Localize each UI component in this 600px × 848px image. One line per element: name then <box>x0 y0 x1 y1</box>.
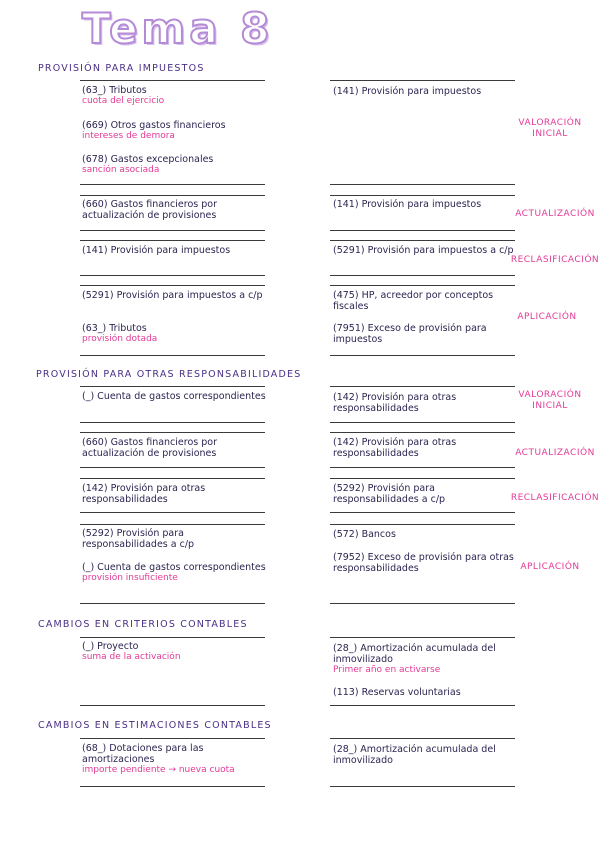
journal-rule <box>330 478 515 479</box>
entry-note: sanción asociada <box>82 165 160 175</box>
journal-rule <box>330 705 515 706</box>
account-code: (5292) Provisión para responsabilidades a c/p <box>82 528 195 550</box>
credit-entry <box>333 245 518 256</box>
journal-rule <box>330 386 515 387</box>
debit-entry <box>82 437 267 459</box>
account-code: (_) Proyecto <box>82 641 139 652</box>
journal-rule <box>330 285 515 286</box>
debit-entry <box>82 323 267 344</box>
journal-rule <box>330 195 515 196</box>
journal-rule <box>330 786 515 787</box>
debit-entry <box>82 245 267 256</box>
account-code: (5291) Provisión para impuestos a c/p <box>333 245 514 256</box>
journal-rule <box>330 432 515 433</box>
journal-rule <box>80 524 265 525</box>
entry-note: cuota del ejercicio <box>82 96 165 106</box>
section-heading: PROVISIÓN PARA IMPUESTOS <box>38 63 205 74</box>
account-code: (660) Gastos financieros por actualización de provisiones <box>82 437 217 459</box>
account-code: (113) Reservas voluntarias <box>333 687 461 698</box>
journal-rule <box>330 184 515 185</box>
account-code: (141) Provisión para impuestos <box>333 86 482 97</box>
entry-note: importe pendiente → nueva cuota <box>82 765 235 775</box>
journal-rule <box>80 422 265 423</box>
credit-entry <box>333 552 518 574</box>
journal-rule <box>330 355 515 356</box>
journal-rule <box>80 467 265 468</box>
entry-type-label: APLICACIÓN <box>520 562 580 572</box>
journal-rule <box>80 738 265 739</box>
journal-rule <box>330 524 515 525</box>
credit-entry <box>333 199 518 210</box>
account-code: (572) Bancos <box>333 529 396 540</box>
section-heading: CAMBIOS EN CRITERIOS CONTABLES <box>38 619 248 630</box>
journal-rule <box>330 738 515 739</box>
debit-entry <box>82 391 267 402</box>
credit-entry <box>333 643 518 675</box>
account-code: (_) Cuenta de gastos correspondientes <box>82 562 266 573</box>
debit-entry <box>82 85 267 106</box>
entry-type-label: ACTUALIZACIÓN <box>515 448 595 458</box>
credit-entry <box>333 529 518 540</box>
account-code: (68_) Dotaciones para las amortizaciones <box>82 743 204 765</box>
journal-rule <box>80 275 265 276</box>
journal-rule <box>80 705 265 706</box>
account-code: (28_) Amortización acumulada del inmovilizado <box>333 643 496 665</box>
debit-entry <box>82 120 267 141</box>
account-code: (63_) Tributos <box>82 85 147 96</box>
entry-type-label: RECLASIFICACIÓN <box>510 493 600 503</box>
journal-rule <box>330 275 515 276</box>
debit-entry <box>82 199 267 221</box>
account-code: (141) Provisión para impuestos <box>82 245 231 256</box>
journal-rule <box>80 478 265 479</box>
journal-rule <box>80 355 265 356</box>
debit-entry <box>82 290 267 301</box>
debit-entry <box>82 528 267 550</box>
credit-entry <box>333 290 518 312</box>
credit-entry <box>333 744 518 766</box>
journal-rule <box>80 230 265 231</box>
account-code: (142) Provisión para otras responsabilidades <box>82 483 206 505</box>
account-code: (669) Otros gastos financieros <box>82 120 226 131</box>
journal-rule <box>80 637 265 638</box>
journal-rule <box>80 80 265 81</box>
debit-entry <box>82 562 267 583</box>
journal-rule <box>80 195 265 196</box>
entry-type-label: VALORACIÓN INICIAL <box>518 390 582 411</box>
account-code: (7951) Exceso de provisión para impuestos <box>333 323 487 345</box>
journal-rule <box>80 786 265 787</box>
account-code: (_) Cuenta de gastos correspondientes <box>82 391 266 402</box>
journal-rule <box>80 432 265 433</box>
entry-type-label: ACTUALIZACIÓN <box>515 209 595 219</box>
entry-type-label: APLICACIÓN <box>517 312 577 322</box>
account-code: (141) Provisión para impuestos <box>333 199 482 210</box>
entry-type-label: VALORACIÓN INICIAL <box>518 118 582 139</box>
journal-rule <box>80 603 265 604</box>
entry-note: suma de la activación <box>82 652 181 662</box>
journal-rule <box>80 184 265 185</box>
section-heading: PROVISIÓN PARA OTRAS RESPONSABILIDADES <box>36 369 302 380</box>
journal-rule <box>330 240 515 241</box>
journal-rule <box>80 386 265 387</box>
section-heading: CAMBIOS EN ESTIMACIONES CONTABLES <box>38 720 272 731</box>
journal-rule <box>80 285 265 286</box>
account-code: (5292) Provisión para responsabilidades a c/p <box>333 483 446 505</box>
entry-note: Primer año en activarse <box>333 665 441 675</box>
credit-entry <box>333 687 518 698</box>
journal-rule <box>330 422 515 423</box>
debit-entry <box>82 483 267 505</box>
account-code: (7952) Exceso de provisión para otras responsabilidades <box>333 552 514 574</box>
journal-rule <box>330 80 515 81</box>
entry-note: intereses de demora <box>82 131 175 141</box>
debit-entry <box>82 641 267 662</box>
account-code: (660) Gastos financieros por actualización de provisiones <box>82 199 217 221</box>
debit-entry <box>82 154 267 175</box>
journal-rule <box>330 637 515 638</box>
credit-entry <box>333 392 518 414</box>
journal-rule <box>80 240 265 241</box>
account-code: (142) Provisión para otras responsabilidades <box>333 437 457 459</box>
account-code: (28_) Amortización acumulada del inmovilizado <box>333 744 496 766</box>
credit-entry <box>333 86 518 97</box>
account-code: (678) Gastos excepcionales <box>82 154 214 165</box>
journal-rule <box>330 603 515 604</box>
entry-type-label: RECLASIFICACIÓN <box>510 255 600 265</box>
credit-entry <box>333 323 518 345</box>
account-code: (142) Provisión para otras responsabilidades <box>333 392 457 414</box>
journal-rule <box>330 230 515 231</box>
credit-entry <box>333 437 518 459</box>
account-code: (63_) Tributos <box>82 323 147 334</box>
journal-rule <box>330 512 515 513</box>
entry-note: provisión insuficiente <box>82 573 178 583</box>
journal-rule <box>330 467 515 468</box>
credit-entry <box>333 483 518 505</box>
page-title: Tema 8 <box>82 4 274 53</box>
journal-rule <box>80 512 265 513</box>
account-code: (475) HP, acreedor por conceptos fiscales <box>333 290 494 312</box>
entry-note: provisión dotada <box>82 334 158 344</box>
account-code: (5291) Provisión para impuestos a c/p <box>82 290 263 301</box>
debit-entry <box>82 743 267 775</box>
